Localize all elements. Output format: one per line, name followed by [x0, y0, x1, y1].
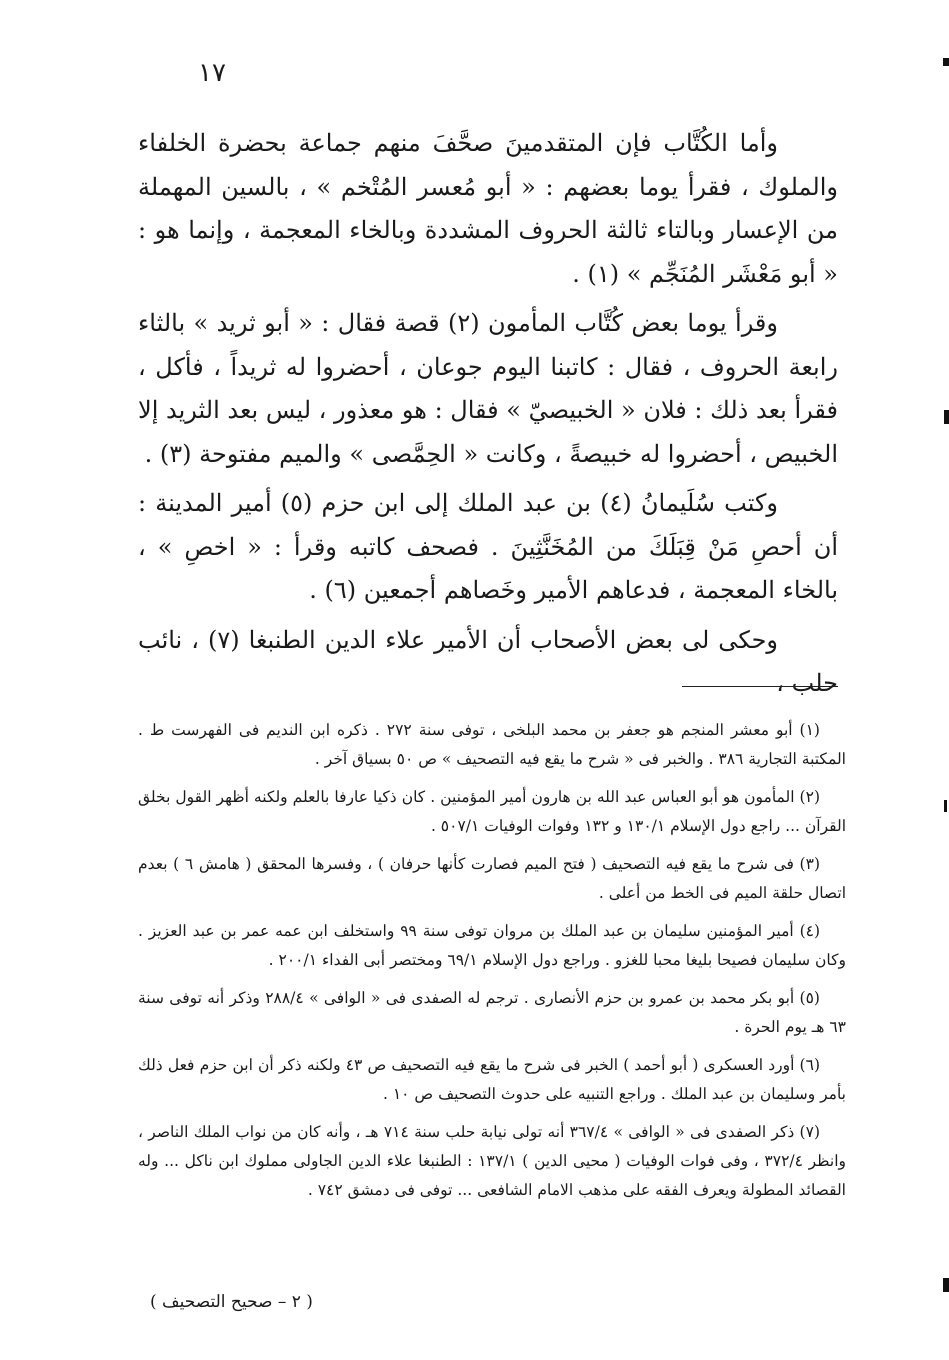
- paragraph: وقرأ يوما بعض كُتَّاب المأمون (٢) قصة فقال : « أبو ثريد » بالثاء رابعة الحروف ، فقال : كاتبنا اليوم جوعان ، أحضروا له ثريداً ، فأكل ، فقرأ بعد ذلك : فلان « الخبيصيّ » فقال : هو معذور ، ليس بعد الثريد إلا الخبيص ، أحضروا له خبيصةً ، وكانت « الحِمَّصى » والميم مفتوحة (٣) .: [138, 309, 838, 468]
- footnote: (٢) المأمون هو أبو العباس عبد الله بن هارون أمير المؤمنين . كان ذكيا عارفا بالعلم ولكنه أظهر القول بخلق القرآن ... راجع دول الإسلام ١٣٠/١ و ١٣٢ وفوات الوفيات ٥٠٧/١ .: [138, 788, 846, 835]
- page-number: ١٧: [198, 58, 226, 88]
- footnote: (٦) أورد العسكرى ( أبو أحمد ) الخبر فى شرح ما يقع فيه التصحيف ص ٤٣ ولكنه ذكر أن ابن حزم فعل ذلك بأمر وسليمان بن عبد الملك . وراجع التنبيه على حدوث التصحيف ص ١٠ .: [138, 1056, 846, 1103]
- footnote: (٥) أبو بكر محمد بن عمرو بن حزم الأنصارى . ترجم له الصفدى فى « الوافى » ٢٨٨/٤ وذكر أنه توفى سنة ٦٣ هـ يوم الحرة .: [138, 989, 846, 1036]
- footnote: (٧) ذكر الصفدى فى « الوافى » ٣٦٧/٤ أنه تولى نيابة حلب سنة ٧١٤ هـ ، وأنه كان من نواب الملك الناصر ، وانظر ٣٧٢/٤ ، وفى فوات الوفيات ( محيى الدين ) ١٣٧/١ : الطنبغا علاء الدين الجاولى مملوك ابن ناكل ... وله القصائد المطولة ويعرف الفقه على مذهب الامام الشافعى ... توفى فى دمشق ٧٤٢ .: [138, 1123, 846, 1199]
- footnote: (٣) فى شرح ما يقع فيه التصحيف ( فتح الميم فصارت كأنها حرفان ) ، وفسرها المحقق ( هامش ٦ ) بعدم اتصال حلقة الميم فى الخط من أعلى .: [138, 855, 846, 902]
- main-text: [138, 122, 838, 706]
- footnote: (٤) أمير المؤمنين سليمان بن عبد الملك بن مروان توفى سنة ٩٩ واستخلف ابن عمه عمر بن عبد العزيز . وكان سليمان فصيحا بليغا محبا للغزو . وراجع دول الإسلام ٦٩/١ ومختصر أبى الفداء ٢٠٠/١ .: [138, 922, 846, 969]
- paragraph: وحكى لى بعض الأصحاب أن الأمير علاء الدين الطنبغا (٧) ، نائب حلب ،: [138, 625, 838, 697]
- footnotes: [138, 716, 846, 1214]
- footnote-separator: [682, 686, 838, 687]
- scan-edge-mark: [943, 1278, 949, 1292]
- paragraph: وكتب سُلَيمانُ (٤) بن عبد الملك إلى ابن حزم (٥) أمير المدينة : أن أحصِ مَنْ قِبَلَكَ من المُخَنَّثِينَ . فصحف كاتبه وقرأ : « اخصِ » ، بالخاء المعجمة ، فدعاهم الأمير وخَصاهم أجمعين (٦) .: [138, 489, 838, 604]
- scan-edge-mark: [944, 410, 949, 424]
- paragraph: وأما الكُتَّاب فإن المتقدمينَ صحَّفَ منهم جماعة بحضرة الخلفاء والملوك ، فقرأ يوما بعضهم : « أبو مُعسر المُتْخم » ، بالسين المهملة من الإعسار وبالتاء ثالثة الحروف المشددة وبالخاء المعجمة ، وإنما هو : « أبو مَعْشَر المُنَجِّم » (١) .: [138, 129, 838, 288]
- scan-edge-mark: [944, 800, 947, 812]
- running-footer: ( ٢ – صحيح التصحيف ): [150, 1292, 313, 1312]
- footnote: (١) أبو معشر المنجم هو جعفر بن محمد البلخى ، توفى سنة ٢٧٢ . ذكره ابن النديم فى الفهرست ط . المكتبة التجارية ٣٨٦ . والخبر فى « شرح ما يقع فيه التصحيف » ص ٥٠ بسياق آخر .: [138, 721, 846, 768]
- scan-edge-mark: [943, 58, 949, 66]
